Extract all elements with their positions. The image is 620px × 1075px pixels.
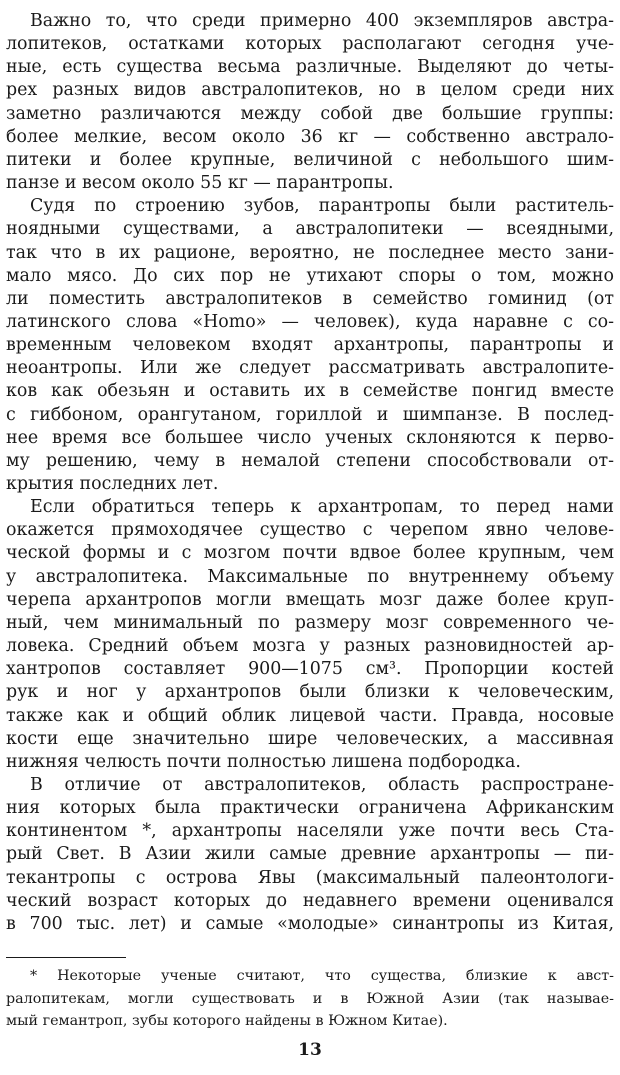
text-line: ния которых была практически ограничена Африканским	[6, 798, 614, 819]
text-line: латинского слова «Homo» — человек), куда наравне с со-	[6, 311, 614, 332]
footnote-line: ралопитекам, могли существовать и в Южной Азии (так называе-	[6, 990, 614, 1007]
text-line: хантропов составляет 900—1075 см³. Пропорции костей	[6, 659, 614, 680]
text-line: так что в их рационе, вероятно, не последнее место зани-	[6, 242, 614, 263]
text-line: крытия последних лет.	[6, 474, 219, 494]
text-line: текантропы с острова Явы (максимальный палеонтологи-	[6, 867, 614, 888]
footnote-line: мый гемантроп, зубы которого найдены в Южном Китае).	[6, 1013, 448, 1029]
text-line: В отличие от австралопитеков, область распростране-	[30, 774, 614, 795]
text-line: питеки и более крупные, величиной с небольшого шим-	[6, 149, 614, 170]
text-line: более мелкие, весом около 36 кг — собственно австрало-	[6, 126, 614, 147]
text-line: рук и ног у архантропов были близки к человеческим,	[6, 682, 614, 703]
text-line: Если обратиться теперь к архантропам, то перед нами	[30, 497, 614, 518]
text-line: заметно различаются между собой две большие группы:	[6, 103, 614, 124]
text-line: ли поместить австралопитеков в семейство гоминид (от	[6, 288, 614, 309]
page-number: 13	[298, 1040, 322, 1060]
footnote-divider	[6, 957, 126, 958]
text-line: ные, есть существа весьма различные. Выделяют до четы-	[6, 57, 614, 78]
text-line: окажется прямоходячее существо с черепом явно челове-	[6, 520, 614, 541]
text-line: ческой формы и с мозгом почти вдвое более крупным, чем	[6, 543, 614, 564]
text-line: также как и общий облик лицевой части. Правда, носовые	[6, 705, 614, 726]
text-line: ноядными существами, а австралопитеки — всеядными,	[6, 219, 614, 240]
text-line: в 700 тыс. лет) и самые «молодые» синантропы из Китая,	[6, 913, 614, 934]
text-line: черепа архантропов могли вмещать мозг даже более круп-	[6, 589, 614, 610]
text-line: ловека. Средний объем мозга у разных разновидностей ар-	[6, 636, 614, 657]
text-line: континентом *, архантропы населяли уже почти весь Ста-	[6, 821, 614, 842]
text-line: ков как обезьян и оставить их в семействе понгид вместе	[6, 381, 614, 402]
text-line: рый Свет. В Азии жили самые древние архантропы — пи-	[6, 844, 614, 865]
text-line: с гиббоном, орангутаном, гориллой и шимпанзе. В послед-	[6, 404, 614, 425]
book-page	[6, 4, 614, 1071]
text-line: ный, чем минимальный по размеру мозг современного че-	[6, 612, 614, 633]
text-line: неоантропы. Или же следует рассматривать австралопите-	[6, 358, 614, 379]
text-line: панзе и весом около 55 кг — парантропы.	[6, 173, 394, 194]
text-line: ческий возраст которых до недавнего времени оценивался	[6, 890, 614, 911]
text-line: мало мясо. До сих пор не утихают споры о том, можно	[6, 265, 614, 286]
text-line: Судя по строению зубов, парантропы были раститель-	[30, 196, 614, 217]
text-line: временным человеком входят архантропы, парантропы и	[6, 335, 614, 356]
footnote-line: * Некоторые ученые считают, что существа, близкие к авст-	[30, 968, 614, 984]
text-line: кости еще значительно шире человеческих, а массивная	[6, 728, 614, 749]
text-line: Важно то, что среди примерно 400 экземпляров австра-	[30, 11, 614, 31]
text-line: лопитеков, остатками которых располагают сегодня уче-	[6, 34, 614, 55]
text-line: нее время все большее число ученых склоняются к перво-	[6, 427, 614, 448]
text-line: му решению, чему в немалой степени способствовали от-	[6, 450, 614, 471]
text-line: нижняя челюсть почти полностью лишена подбородка.	[6, 751, 521, 772]
text-line: рех разных видов австралопитеков, но в целом среди них	[6, 80, 614, 101]
text-line: у австралопитека. Максимальные по внутреннему объему	[6, 566, 614, 587]
